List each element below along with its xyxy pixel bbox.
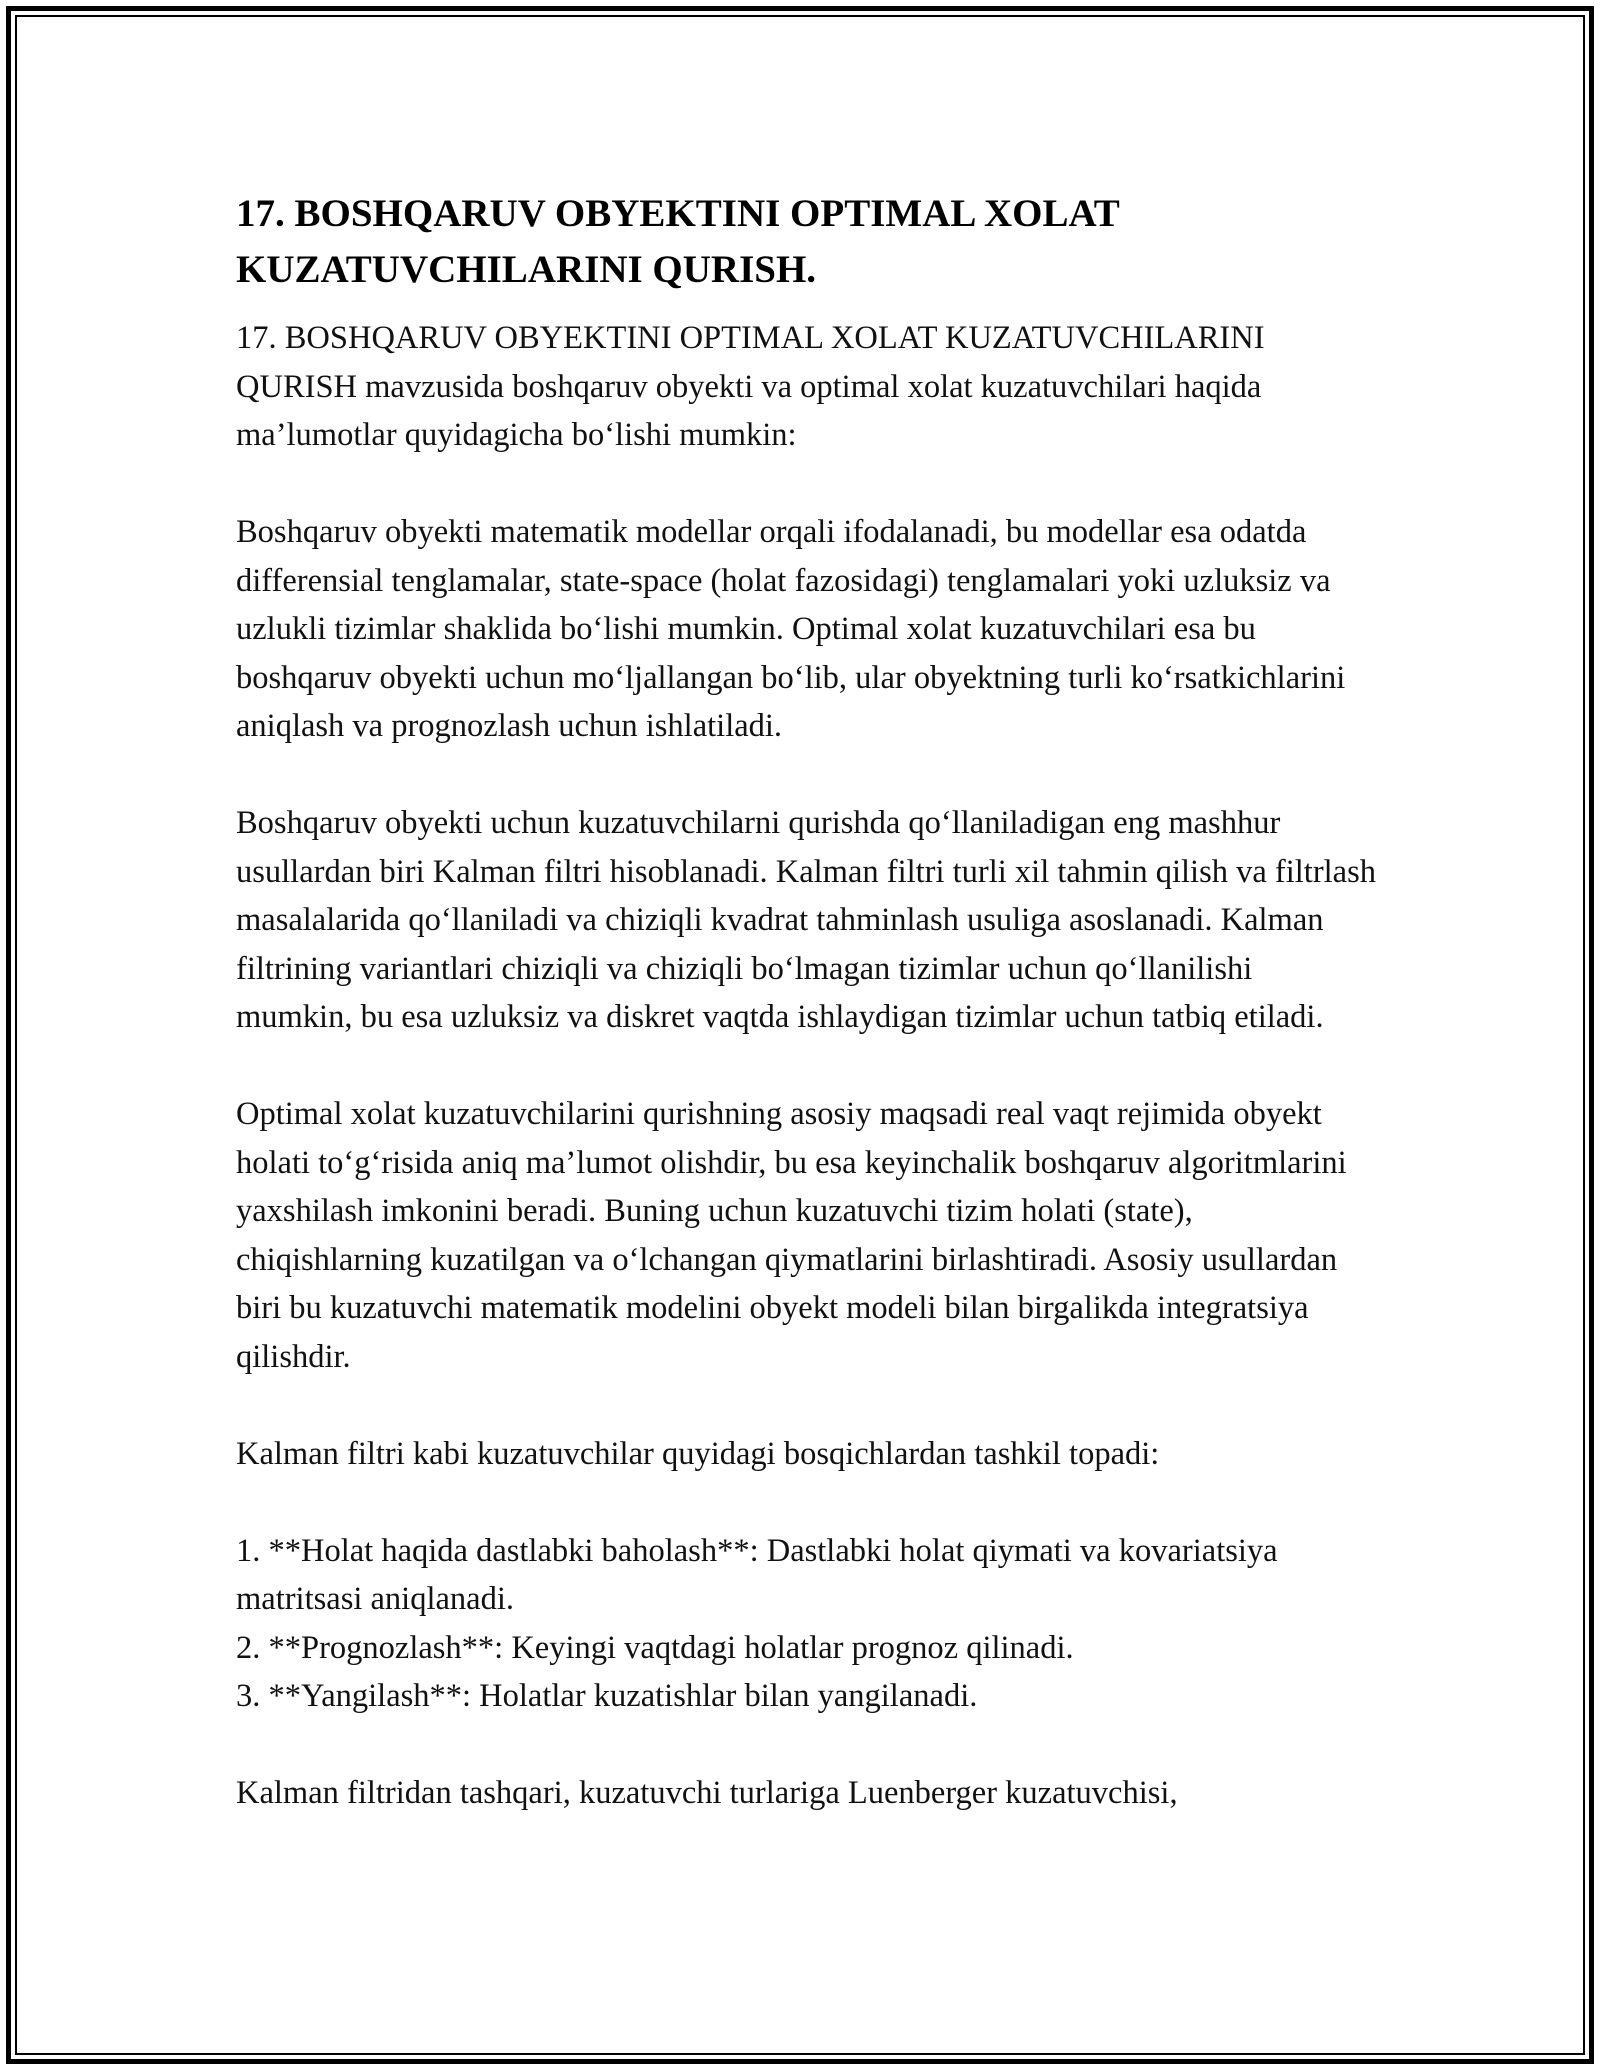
paragraph-observer-goal: Optimal xolat kuzatuvchilarini qurishning asosiy maqsadi real vaqt rejimida obyekt holati to‘g‘risida aniq ma’lumot olishdir, bu esa keyinchalik boshqaruv algoritmlarini yaxshilash imkonini beradi. Buning uchun kuzatuvchi tizim holati (state), chiqishlarning kuzatilgan va o‘lchangan qiymatlarini birlashtiradi. Asosiy usullardan biri bu kuzatuvchi matematik modelini obyekt modeli bilan birgalikda integratsiya qilishdir. bbox=[236, 1096, 1347, 1375]
document-body bbox=[236, 314, 1376, 1818]
paragraph-control-object: Boshqaruv obyekti matematik modellar orqali ifodalanadi, bu modellar esa odatda differensial tenglamalar, state-space (holat fazosidagi) tenglamalari yoki uzluksiz va uzlukli tizimlar shaklida bo‘lishi mumkin. Optimal xolat kuzatuvchilari esa bu boshqaruv obyekti uchun mo‘ljallangan bo‘lib, ular obyektning turli ko‘rsatkichlarini aniqlash va prognozlash uchun ishlatiladi. bbox=[236, 514, 1346, 744]
stages-list bbox=[236, 1527, 1376, 1721]
list-item: 3. **Yangilash**: Holatlar kuzatishlar bilan yangilanadi. bbox=[236, 1678, 978, 1714]
paragraph-kalman-filter: Boshqaruv obyekti uchun kuzatuvchilarni qurishda qo‘llaniladigan eng mashhur usullardan biri Kalman filtri hisoblanadi. Kalman filtri turli xil tahmin qilish va filtrlash masalalarida qo‘llaniladi va chiziqli kvadrat tahminlash usuliga asoslanadi. Kalman filtrining variantlari chiziqli va chiziqli bo‘lmagan tizimlar uchun qo‘llanilishi mumkin, bu esa uzluksiz va diskret vaqtda ishlaydigan tizimlar uchun tatbiq etiladi. bbox=[236, 805, 1376, 1035]
document-title: 17. BOSHQARUV OBYEKTINI OPTIMAL XOLAT KUZATUVCHILARINI QURISH. bbox=[236, 192, 1120, 291]
paragraph-stages-intro: Kalman filtri kabi kuzatuvchilar quyidagi bosqichlardan tashkil topadi: bbox=[236, 1435, 1160, 1472]
paragraph-closing: Kalman filtridan tashqari, kuzatuvchi turlariga Luenberger kuzatuvchisi, bbox=[236, 1775, 1178, 1811]
list-item: 1. **Holat haqida dastlabki baholash**: Dastlabki holat qiymati va kovariatsiya matritsasi aniqlanadi. bbox=[236, 1532, 1278, 1617]
list-item: 2. **Prognozlash**: Keyingi vaqtdagi holatlar prognoz qilinadi. bbox=[236, 1629, 1074, 1666]
document-content bbox=[236, 186, 1376, 1818]
paragraph-intro: 17. BOSHQARUV OBYEKTINI OPTIMAL XOLAT KUZATUVCHILARINI QURISH mavzusida boshqaruv obyekti va optimal xolat kuzatuvchilari haqida ma’lumotlar quyidagicha bo‘lishi mumkin: bbox=[236, 320, 1265, 453]
